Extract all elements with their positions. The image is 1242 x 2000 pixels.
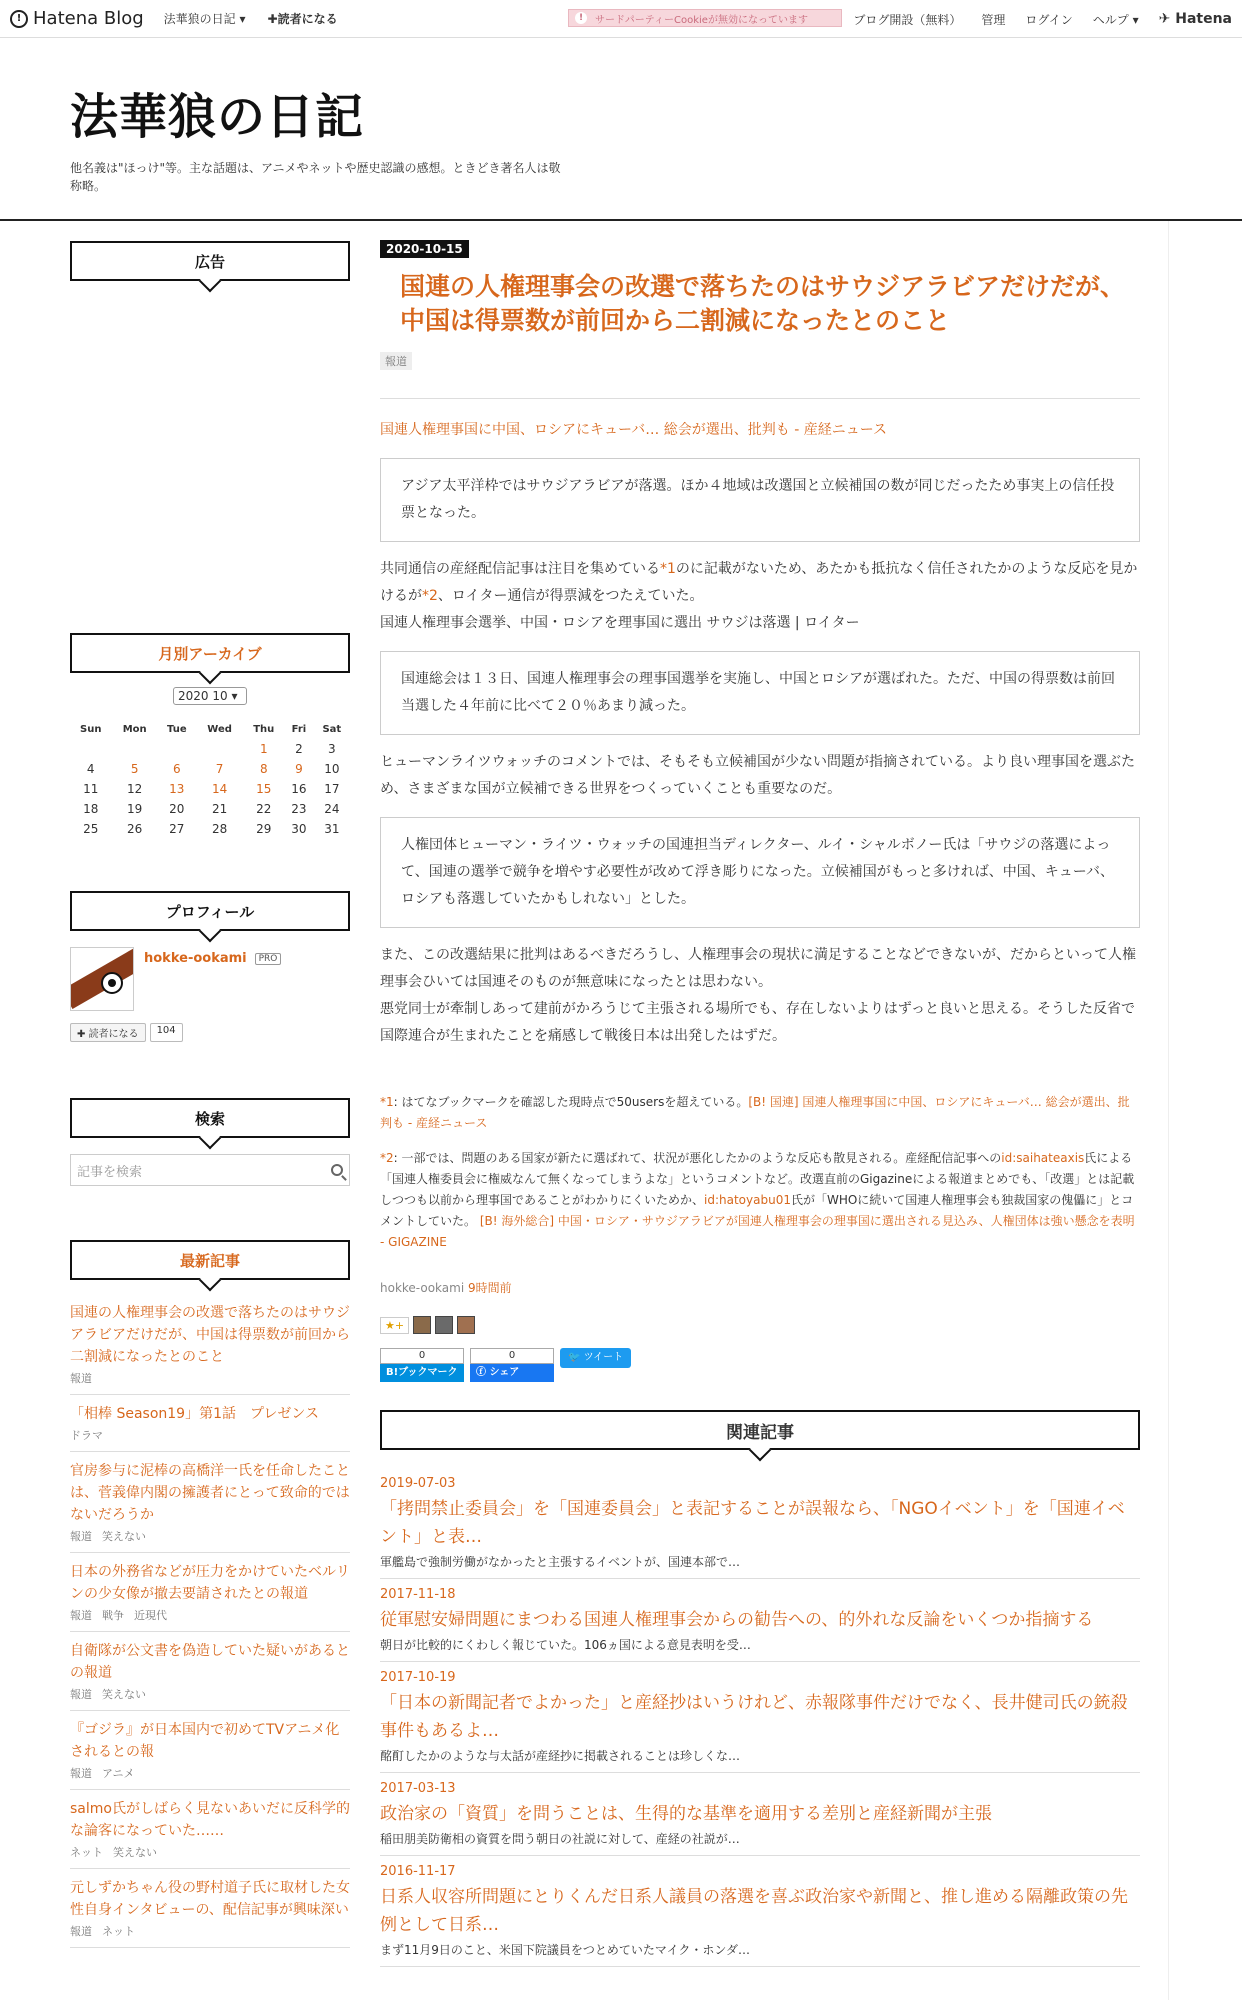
calendar-day: 20 — [169, 802, 185, 816]
category-link[interactable]: 笑えない — [102, 1530, 146, 1543]
search-input[interactable]: 記事を検索 — [70, 1154, 350, 1186]
entry-title[interactable]: 国連の人権理事会の改選で落ちたのはサウジアラビアだけだが、中国は得票数が前回から二割減になったとのこと — [400, 272, 1126, 335]
recent-entry-link[interactable]: 自衛隊が公文書を偽造していた疑いがあるとの報道 — [70, 1643, 350, 1681]
tweet-button[interactable]: 🐦 ツイート — [560, 1348, 631, 1368]
create-blog-link[interactable]: ブログ開設（無料） — [853, 12, 962, 27]
recent-widget-title[interactable]: 最新記事 — [70, 1240, 350, 1280]
category-link[interactable]: 近現代 — [134, 1609, 167, 1622]
list-item — [70, 1395, 350, 1452]
calendar-empty — [112, 739, 158, 759]
list-item — [70, 1452, 350, 1553]
related-date[interactable]: 2017-10-19 — [380, 1670, 456, 1685]
weekday-header: Sun — [80, 723, 102, 735]
list-item — [70, 1869, 350, 1948]
paragraph-1: 共同通信の産経配信記事は注目を集めている*1のに記載がないため、あたかも抵抗なく信任されたかのような反応を見かけるが*2、ロイター通信が得票減をつたえていた。 — [380, 561, 1138, 604]
star-user-avatar[interactable] — [457, 1316, 475, 1334]
calendar-day: 23 — [291, 802, 307, 816]
calendar-day: 16 — [291, 782, 307, 796]
calendar-day: 24 — [324, 802, 340, 816]
hatena-blog-logo[interactable]: ! Hatena Blog — [10, 8, 144, 29]
profile-widget-title: プロフィール — [70, 891, 350, 931]
blog-description: 他名義は"ほっけ"等。主な話題は、アニメやネットや歴史認識の感想。ときどき著名人は敬称略。 — [70, 161, 561, 193]
weekday-header: Wed — [207, 723, 232, 735]
related-title-link[interactable]: 「日本の新聞記者でよかった」と産経抄はいうけれど、赤報隊事件だけでなく、長井健司氏の銃殺事件もあるよ… — [380, 1693, 1128, 1741]
admin-link[interactable]: 管理 — [981, 12, 1006, 27]
blockquote-1: アジア太平洋枠ではサウジアラビアが落選。ほか４地域は改選国と立候補国の数が同じだったため事実上の信任投票となった。 — [380, 458, 1140, 542]
top-bar — [0, 0, 1242, 38]
hatena-bookmark-share[interactable]: 0 B!ブックマーク — [380, 1348, 464, 1382]
related-title-link[interactable]: 従軍慰安婦問題にまつわる国連人権理事会からの勧告への、的外れな反論をいくつか指摘する — [380, 1610, 1094, 1630]
footnote-ref-2[interactable]: *2 — [422, 588, 438, 604]
calendar-day: 12 — [127, 782, 143, 796]
related-title: 関連記事 — [380, 1410, 1140, 1450]
calendar-day[interactable]: 7 — [215, 762, 224, 776]
calendar-day[interactable]: 1 — [259, 742, 268, 756]
related-date[interactable]: 2017-11-18 — [380, 1587, 456, 1602]
archive-calendar — [70, 687, 350, 839]
category-link[interactable]: 報道 — [70, 1767, 92, 1780]
recent-entry-link[interactable]: salmo氏がしばらく見ないあいだに反科学的な論客になっていた…… — [70, 1801, 350, 1839]
related-date[interactable]: 2016-11-17 — [380, 1864, 456, 1879]
blog-menu[interactable]: 法華狼の日記 ▾ — [163, 12, 246, 26]
month-select[interactable]: 2020 10 ▾ — [173, 687, 247, 705]
calendar-empty — [196, 739, 244, 759]
calendar-day: 31 — [324, 822, 340, 836]
recent-entry-link[interactable]: 官房参与に泥棒の高橋洋一氏を任命したことは、菅義偉内閣の擁護者にとって致命的ではないだろうか — [70, 1463, 350, 1523]
footnote-1-link[interactable]: [B! 国連] 国連人権理事国に中国、ロシアにキューバ… 総会が選出、批判も - 産経ニュース — [380, 1095, 1130, 1130]
blog-header — [0, 38, 1242, 221]
calendar-day: 28 — [211, 822, 228, 836]
related-title-link[interactable]: 「拷問禁止委員会」を「国連委員会」と表記することが誤報なら、「NGOイベント」を「国連イベント」と表… — [380, 1499, 1125, 1547]
column-divider — [1168, 221, 1169, 2000]
calendar-day: 21 — [211, 802, 228, 816]
entry-meta — [380, 1279, 1140, 1296]
facebook-icon: ⓕ シェア — [470, 1364, 554, 1382]
star-user-avatar[interactable] — [435, 1316, 453, 1334]
paragraph-3: また、この改選結果に批判はあるべきだろうし、人権理事会の現状に満足することなどできないが、だからといって人権理事会ひいては国連そのものが無意味になったとは思わない。 — [380, 947, 1136, 990]
recent-entry-link[interactable]: 日本の外務省などが圧力をかけていたベルリンの少女像が撤去要請されたとの報道 — [70, 1564, 350, 1602]
list-item — [70, 1790, 350, 1869]
category-link[interactable]: ドラマ — [70, 1429, 103, 1442]
author-link[interactable]: hokke-ookami — [380, 1281, 465, 1295]
calendar-day[interactable]: 8 — [259, 762, 268, 776]
category-link[interactable]: 報道 — [70, 1925, 92, 1938]
recent-entry-link[interactable]: 元しずかちゃん役の野村道子氏に取材した女性自身インタビューの、配信記事が興味深い — [70, 1880, 350, 1918]
recent-entry-link[interactable]: 「相棒 Season19」第1話 プレゼンス — [70, 1406, 320, 1422]
footnote-1: *1: はてなブックマークを確認した現時点で50usersを超えている。[B! 国連] 国連人権理事国に中国、ロシアにキューバ… 総会が選出、批判も - 産経ニュース — [380, 1095, 1130, 1130]
calendar-day: 25 — [83, 822, 99, 836]
facebook-share[interactable]: 0 ⓕ シェア — [470, 1348, 554, 1382]
ad-space — [70, 281, 350, 633]
category-link[interactable]: 報道 — [70, 1688, 92, 1701]
calendar-day: 29 — [256, 822, 272, 836]
source-link-1[interactable]: 国連人権理事国に中国、ロシアにキューバ… 総会が選出、批判も - 産経ニュース — [380, 422, 888, 438]
related-snippet: まず11月9日のこと、米国下院議員をつとめていたマイク・ホンダ… — [380, 1943, 750, 1957]
related-item — [380, 1468, 1140, 1579]
paragraph-4: 悪党同士が牽制しあって建前がかろうじて主張される場所でも、存在しないよりはずっと良いと思える。そうした反省で国際連合が生まれたことを痛感して戦後日本は出発したはずだ。 — [380, 1001, 1136, 1044]
pro-badge: PRO — [255, 953, 282, 965]
weekday-header: Mon — [122, 723, 147, 735]
top-bar-right — [853, 0, 1232, 38]
related-item — [380, 1856, 1140, 1967]
source-link-2[interactable]: 国連人権理事会選挙、中国・ロシアを理事国に選出 サウジは落選 | ロイター — [380, 615, 860, 631]
related-snippet: 稲田朋美防衛相の資質を問う朝日の社説に対して、産経の社説が… — [380, 1832, 740, 1846]
profile-name[interactable]: hokke-ookami — [144, 951, 247, 966]
hatena-link[interactable]: ✈ Hatena — [1158, 11, 1232, 27]
category-link[interactable]: 笑えない — [113, 1846, 157, 1859]
related-snippet: 軍艦島で強制労働がなかったと主張するイベントが、国連本部で… — [380, 1555, 741, 1569]
entry-time[interactable]: 9時間前 — [467, 1281, 512, 1295]
weekday-header: Fri — [291, 723, 307, 735]
entry-category[interactable]: 報道 — [380, 352, 412, 370]
footnote-ref-1[interactable]: *1 — [660, 561, 676, 577]
footnote-2-link[interactable]: [B! 海外総合] 中国・ロシア・サウジアラビアが国連人権理事会の理事国に選出される見込み、人権団体は強い懸念を表明 - GIGAZINE — [380, 1214, 1135, 1249]
recent-entry-link[interactable]: 『ゴジラ』が日本国内で初めてTVアニメ化されるとの報 — [70, 1722, 340, 1760]
list-item — [70, 1711, 350, 1790]
footnote-2: *2: 一部では、問題のある国家が新たに選ばれて、状況が悪化したかのような反応も散見される。産経配信記事へのid:saihateaxis氏による「国連人権委員会に権威なんて無くなってしまうよな」というコメントなど。改選直前のGigazineによる報道まとめでも、「改選」とは記載しつつも以前から理事国であることがわかりにくいためか、id:hatoyabu01氏が「WHOに続いて国連人権理事会も独裁国家の傀儡に」とコメントしていた。 [B! 海外総合] 中国・ロシア・サウジアラビアが国連人権理事会の理事国に選出される見込み、人権団体は強い懸念を表明 - GIGAZINE — [380, 1151, 1135, 1249]
blog-title[interactable]: 法華狼の日記 — [70, 89, 365, 145]
calendar-day[interactable]: 15 — [256, 782, 272, 796]
related-item — [380, 1662, 1140, 1773]
calendar-day[interactable]: 13 — [169, 782, 185, 796]
follow-blog-link[interactable]: ✚読者になる — [267, 12, 338, 26]
related-item — [380, 1579, 1140, 1662]
related-date[interactable]: 2017-03-13 — [380, 1781, 456, 1796]
entry — [380, 240, 1140, 1967]
calendar-table — [70, 719, 350, 839]
related-title-link[interactable]: 政治家の「資質」を問うことは、生得的な基準を適用する差別と産経新聞が主張 — [380, 1804, 992, 1824]
blockquote-2: 国連総会は１３日、国連人権理事会の理事国選挙を実施し、中国とロシアが選ばれた。ただ、中国の得票数は前回当選した４年前に比べて２０％あまり減った。 — [380, 651, 1140, 735]
user-id-link-1[interactable]: id:saihateaxis — [1001, 1151, 1085, 1165]
calendar-day: 11 — [83, 782, 99, 796]
user-id-link-2[interactable]: id:hatoyabu01 — [704, 1193, 791, 1207]
entry-date[interactable]: 2020-10-15 — [380, 240, 469, 258]
calendar-empty — [70, 739, 112, 759]
avatar[interactable] — [70, 947, 134, 1011]
related-snippet: 朝日が比較的にくわしく報じていた。106ヵ国による意見表明を受… — [380, 1638, 751, 1652]
weekday-header: Thu — [253, 723, 275, 735]
calendar-day: 26 — [127, 822, 143, 836]
calendar-day[interactable]: 9 — [295, 762, 303, 776]
weekday-header: Sat — [322, 723, 342, 735]
list-item — [70, 1632, 350, 1711]
cookie-notice[interactable]: ! サードパーティーCookieが無効になっています — [568, 9, 842, 27]
related-title-link[interactable]: 日系人収容所問題にとりくんだ日系人議員の落選を喜ぶ政治家や新聞と、推し進める隔離政策の先例として日系… — [380, 1887, 1128, 1935]
category-link[interactable]: 報道 — [70, 1530, 92, 1543]
paragraph-2: ヒューマンライツウォッチのコメントでは、そもそも立候補国が少ない問題が指摘されている。より良い理事国を選ぶため、さまざまな国が立候補できる世界をつくっていくことも重要なのだ。 — [380, 754, 1136, 797]
calendar-day: 10 — [324, 762, 340, 776]
search-widget-title: 検索 — [70, 1098, 350, 1138]
weekday-header: Tue — [166, 723, 187, 735]
calendar-day: 19 — [127, 802, 143, 816]
blockquote-3: 人権団体ヒューマン・ライツ・ウォッチの国連担当ディレクター、ルイ・シャルボノー氏は「サウジの落選によって、国連の選挙で競争を増やす必要性が改めて浮き彫りになった。立候補国がもっと多ければ、中国、キューバ、ロシアも落選していたかもしれない」とした。 — [380, 817, 1140, 928]
category-link[interactable]: ネット — [70, 1846, 103, 1859]
recent-entry-link[interactable]: 国連の人権理事会の改選で落ちたのはサウジアラビアだけだが、中国は得票数が前回から二割減になったとのこと — [70, 1305, 350, 1365]
calendar-empty — [158, 739, 196, 759]
bookmark-icon: B!ブックマーク — [380, 1364, 464, 1382]
follower-count[interactable]: 104 — [150, 1023, 183, 1042]
list-item — [70, 1294, 350, 1395]
calendar-day: 17 — [324, 782, 340, 796]
category-link[interactable]: アニメ — [102, 1767, 135, 1780]
calendar-day[interactable]: 14 — [211, 782, 228, 796]
archive-widget-title[interactable]: 月別アーカイブ — [70, 633, 350, 673]
ad-widget-title: 広告 — [70, 241, 350, 281]
calendar-day: 27 — [169, 822, 185, 836]
calendar-day: 3 — [328, 742, 336, 756]
related-snippet: 酩酊したかのような与太話が産経抄に掲載されることは珍しくな… — [380, 1749, 741, 1763]
category-link[interactable]: ネット — [102, 1925, 135, 1938]
category-link[interactable]: 笑えない — [102, 1688, 146, 1701]
related-list — [380, 1468, 1140, 1967]
calendar-day: 30 — [291, 822, 307, 836]
hatena-logo-icon: ! — [10, 10, 28, 28]
help-menu[interactable]: ヘルプ ▾ — [1092, 12, 1139, 27]
follow-button[interactable]: ✚ 読者になる — [70, 1023, 146, 1042]
add-star-button[interactable]: ★+ — [380, 1317, 409, 1334]
recent-list — [70, 1294, 350, 1948]
related-date[interactable]: 2019-07-03 — [380, 1476, 456, 1491]
login-link[interactable]: ログイン — [1025, 12, 1073, 27]
share-row — [380, 1348, 1140, 1382]
category-link[interactable]: 報道 — [70, 1372, 92, 1385]
calendar-day: 2 — [295, 742, 303, 756]
sidebar — [70, 241, 350, 1948]
related-item — [380, 1773, 1140, 1856]
calendar-day[interactable]: 6 — [172, 762, 181, 776]
star-row — [380, 1316, 1140, 1334]
list-item — [70, 1553, 350, 1632]
calendar-day[interactable]: 5 — [130, 762, 139, 776]
star-user-avatar[interactable] — [413, 1316, 431, 1334]
search-icon[interactable] — [331, 1164, 343, 1176]
warning-icon: ! — [575, 12, 587, 24]
category-link[interactable]: 戦争 — [102, 1609, 124, 1622]
divider — [380, 398, 1140, 399]
calendar-day: 22 — [256, 802, 272, 816]
profile — [70, 947, 350, 1042]
calendar-day: 18 — [83, 802, 99, 816]
calendar-day: 4 — [86, 762, 95, 776]
category-link[interactable]: 報道 — [70, 1609, 92, 1622]
